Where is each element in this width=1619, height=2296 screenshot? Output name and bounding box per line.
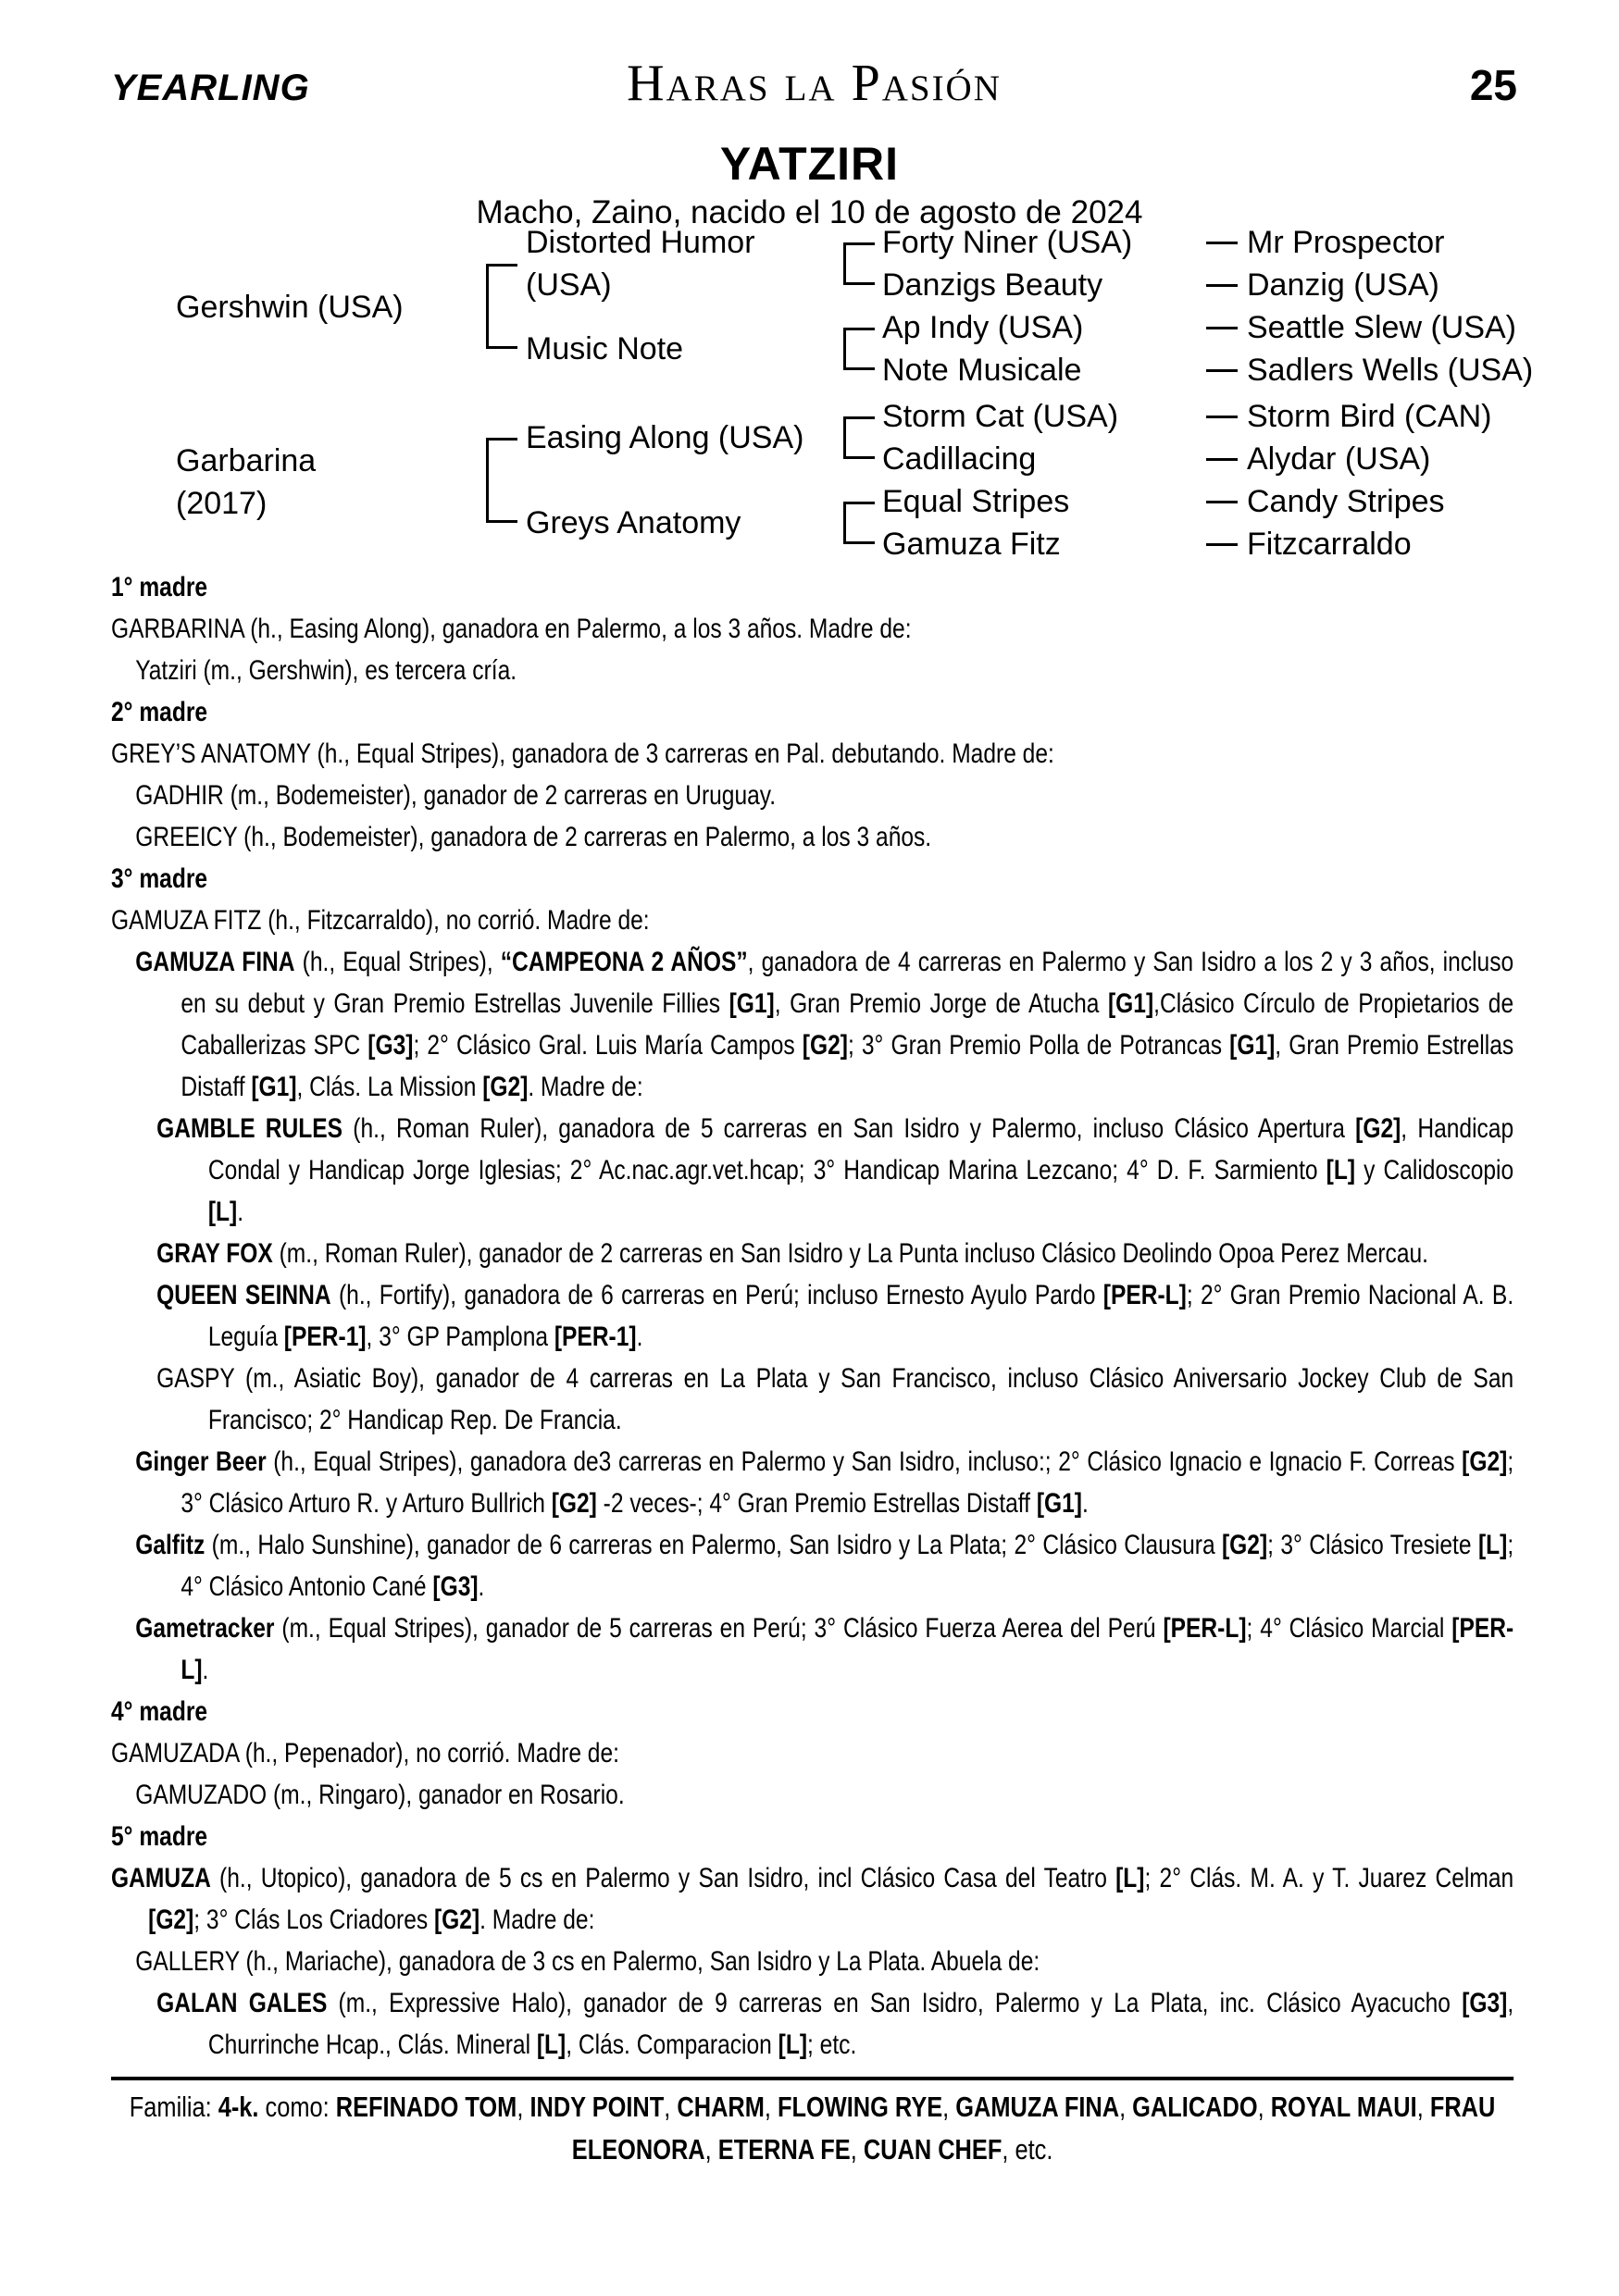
emphasized-text: [G3] (367, 1030, 414, 1061)
madre-section-heading (111, 858, 1513, 900)
plain-text: Yatziri (m., Gershwin), es tercera cría. (135, 655, 517, 686)
emphasized-text: 1° madre (111, 572, 208, 602)
horse-record-entry (111, 650, 1513, 691)
horse-record-entry (111, 1441, 1513, 1524)
plain-text: como: (258, 2091, 336, 2123)
plain-text: ; 4° Clásico Antonio Cané (181, 1530, 1514, 1602)
horse-record-entry (111, 1274, 1513, 1358)
emphasized-text: [L] (1115, 1863, 1145, 1893)
madre-section-heading (111, 1691, 1513, 1732)
plain-text: . (202, 1655, 209, 1685)
plain-text: ,Clásico Círculo de Propietarios de Caballerizas SPC (181, 988, 1514, 1061)
plain-text: Familia: (129, 2091, 218, 2123)
horse-record-entry (111, 1732, 1513, 1774)
page-header (111, 57, 1517, 110)
plain-text: ; 3° Gran Premio Polla de Potrancas (847, 1030, 1230, 1061)
emphasized-text: 3° madre (111, 863, 208, 894)
pedigree-bracket (843, 502, 875, 544)
pedigree-name-line: Sadlers Wells (USA) (1247, 353, 1534, 388)
plain-text: ; 2° Clás. M. A. y T. Juarez Celman (1144, 1863, 1514, 1893)
plain-text: GREY’S ANATOMY (h., Equal Stripes), ganadora de 3 carreras en Pal. debutando. Madre de: (111, 738, 1054, 769)
emphasized-text: REFINADO TOM (335, 2091, 517, 2123)
plain-text: , (942, 2091, 956, 2123)
pedigree-gen2-name (526, 221, 755, 306)
plain-text: GAMUZADO (m., Ringaro), ganador en Rosario. (135, 1780, 625, 1810)
emphasized-text: GAMUZA FINA (135, 947, 295, 977)
emphasized-text: [PER-L] (1163, 1613, 1247, 1644)
horse-record-entry (111, 733, 1513, 775)
plain-text: , (850, 2133, 864, 2166)
pedigree-name-line: Candy Stripes (1247, 484, 1445, 519)
plain-text: (h., Roman Ruler), ganadora de 5 carreras en San Isidro y Palermo, incluso Clásico Apertura (342, 1113, 1356, 1144)
emphasized-text: [L] (536, 2029, 567, 2060)
pedigree-name-line: Mr Prospector (1247, 225, 1445, 260)
emphasized-text: GALICADO (1132, 2091, 1258, 2123)
pedigree-dash (1206, 543, 1238, 546)
emphasized-text: 4° madre (111, 1696, 208, 1727)
pedigree-gen4-name (1247, 438, 1430, 480)
plain-text: ; 2° Gran Premio Nacional A. B. Leguía (207, 1280, 1514, 1352)
madre-section-heading (111, 691, 1513, 733)
plain-text: (h., Equal Stripes), (294, 947, 501, 977)
pedigree-name-line: Storm Cat (USA) (882, 399, 1119, 434)
plain-text: , (1257, 2091, 1271, 2123)
pedigree-gen2-name (526, 328, 683, 370)
horse-record-entry (111, 608, 1513, 650)
plain-text: , (664, 2091, 678, 2123)
pedigree-dash (1206, 416, 1238, 418)
emphasized-text: 4-k. (218, 2091, 259, 2123)
pedigree-bracket (486, 264, 517, 349)
plain-text: . (636, 1322, 643, 1352)
pedigree-bracket (843, 242, 875, 285)
breed-label: YEARLING (111, 68, 310, 108)
pedigree-gen4-name (1247, 264, 1439, 306)
emphasized-text: [G2] (551, 1488, 597, 1519)
plain-text: (h., Equal Stripes), ganadora de3 carreras en Palermo y San Isidro, incluso:; 2° Clásico Ignacio e Ignacio F. Correas (266, 1446, 1463, 1477)
plain-text: GREEICY (h., Bodemeister), ganadora de 2 carreras en Palermo, a los 3 años. (135, 822, 932, 852)
pedigree-name-line: Garbarina (176, 443, 317, 478)
pedigree-name-line: Danzig (USA) (1247, 267, 1439, 303)
plain-text: . Madre de: (479, 1905, 595, 1935)
emphasized-text: 5° madre (111, 1821, 208, 1852)
pedigree-name-line: Forty Niner (USA) (882, 225, 1133, 260)
plain-text: GADHIR (m., Bodemeister), ganador de 2 carreras en Uruguay. (135, 780, 777, 811)
farm-name: Haras la Pasión (627, 55, 1002, 112)
pedigree-dash (1206, 458, 1238, 461)
plain-text: (h., Utopico), ganadora de 5 cs en Palermo y San Isidro, incl Clásico Casa del Teatro (210, 1863, 1116, 1893)
horse-record-entry (111, 1982, 1513, 2066)
pedigree-bracket (843, 328, 875, 370)
emphasized-text: [G1] (1229, 1030, 1276, 1061)
emphasized-text: [G2] (1221, 1530, 1268, 1560)
emphasized-text: [G1] (1107, 988, 1154, 1019)
pedigree-gen3-name (882, 349, 1081, 391)
emphasized-text: [G3] (1462, 1988, 1508, 2018)
horse-record-entry (111, 1774, 1513, 1816)
family-line (111, 2086, 1513, 2171)
plain-text: , ganadora de 4 carreras en Palermo y San Isidro a los 2 y 3 años, incluso en su debut y Gran Premio Estrellas Juvenile Fillies (181, 947, 1514, 1019)
pedigree-gen3-name (882, 221, 1132, 264)
emphasized-text: [L] (207, 1197, 238, 1227)
pedigree-gen4-name (1247, 480, 1445, 523)
emphasized-text: 2° madre (111, 697, 208, 727)
footer-divider (111, 2077, 1513, 2080)
pedigree-gen3-name (882, 306, 1083, 349)
emphasized-text: GAMUZA (111, 1863, 211, 1893)
pedigree-dash (1206, 501, 1238, 503)
pedigree-gen3-name (882, 523, 1061, 565)
pedigree-gen3-name (882, 480, 1069, 523)
plain-text: y Calidoscopio (1355, 1155, 1514, 1185)
horse-record-entry (111, 1607, 1513, 1691)
pedigree-bracket (843, 416, 875, 459)
emphasized-text: FRAU ELEONORA (571, 2091, 1496, 2166)
pedigree-name-line: Alydar (USA) (1247, 441, 1431, 477)
plain-text: GALLERY (h., Mariache), ganadora de 3 cs en Palermo, San Isidro y La Plata. Abuela de: (135, 1946, 1040, 1977)
emphasized-text: INDY POINT (529, 2091, 665, 2123)
pedigree-gen4-name (1247, 395, 1491, 438)
horse-record-entry (111, 1941, 1513, 1982)
plain-text: ; etc. (807, 2029, 857, 2060)
pedigree-gen4-name (1247, 221, 1445, 264)
plain-text: . (1081, 1488, 1089, 1519)
plain-text: ; 2° Clásico Gral. Luis María Campos (413, 1030, 803, 1061)
emphasized-text: [G3] (432, 1571, 479, 1602)
pedigree-gen4-name (1247, 523, 1412, 565)
plain-text: , (1119, 2091, 1133, 2123)
pedigree-name-line: Music Note (526, 331, 684, 366)
emphasized-text: [G1] (251, 1072, 297, 1102)
emphasized-text: GRAY FOX (156, 1238, 273, 1269)
horse-record-entry (111, 1524, 1513, 1607)
pedigree-name-line: (2017) (176, 486, 268, 521)
plain-text: GAMUZADA (h., Pepenador), no corrió. Madre de: (111, 1738, 619, 1769)
horse-record-entry (111, 1108, 1513, 1233)
plain-text: , Churrinche Hcap., Clás. Mineral (207, 1988, 1514, 2060)
pedigree-name-line: Danzigs Beauty (882, 267, 1103, 303)
pedigree-name-line: Easing Along (USA) (526, 420, 804, 455)
plain-text: , Clás. La Mission (296, 1072, 483, 1102)
horse-record-entry (111, 816, 1513, 858)
pedigree-notes (111, 566, 1513, 2171)
horse-record-entry (111, 1857, 1513, 1941)
emphasized-text: ROYAL MAUI (1270, 2091, 1417, 2123)
pedigree-gen3-name (882, 438, 1036, 480)
pedigree-gen3-name (882, 264, 1102, 306)
pedigree-gen4-name (1247, 306, 1516, 349)
emphasized-text: [G2] (482, 1072, 529, 1102)
emphasized-text: GAMBLE RULES (156, 1113, 343, 1144)
plain-text: (m., Roman Ruler), ganador de 2 carreras en San Isidro y La Punta incluso Clásico Deolindo Opoa Perez Mercau. (272, 1238, 1428, 1269)
emphasized-text: [G2] (1462, 1446, 1508, 1477)
emphasized-text: [G2] (148, 1905, 194, 1935)
page-number: 25 (1469, 61, 1517, 109)
plain-text: GARBARINA (h., Easing Along), ganadora en Palermo, a los 3 años. Madre de: (111, 614, 912, 644)
plain-text: ; 3° Clás Los Criadores (193, 1905, 434, 1935)
madre-section-heading (111, 1816, 1513, 1857)
pedigree-gen1-name (176, 440, 316, 525)
emphasized-text: [G2] (802, 1030, 848, 1061)
emphasized-text: CUAN CHEF (863, 2133, 1003, 2166)
emphasized-text: Gametracker (135, 1613, 275, 1644)
pedigree-bracket (486, 438, 517, 523)
pedigree-name-line: Equal Stripes (882, 484, 1070, 519)
plain-text: ; 3° Clásico Arturo R. y Arturo Bullrich (181, 1446, 1514, 1519)
pedigree-name-line: Greys Anatomy (526, 505, 741, 540)
pedigree-gen2-name (526, 502, 741, 544)
pedigree-dash (1206, 284, 1238, 287)
emphasized-text: [G1] (1036, 1488, 1082, 1519)
plain-text: , (764, 2091, 778, 2123)
pedigree-gen1-name (176, 286, 404, 329)
pedigree-name-line: Note Musicale (882, 353, 1082, 388)
emphasized-text: GALAN GALES (156, 1988, 328, 2018)
plain-text: , Handicap Condal y Handicap Jorge Iglesias; 2° Ac.nac.agr.vet.hcap; 3° Handicap Marina Lezcano; 4° D. F. Sarmiento (207, 1113, 1514, 1185)
emphasized-text: Ginger Beer (135, 1446, 267, 1477)
emphasized-text: [L] (1326, 1155, 1356, 1185)
emphasized-text: [PER-1] (554, 1322, 637, 1352)
emphasized-text: [G2] (433, 1905, 480, 1935)
emphasized-text: CHARM (677, 2091, 765, 2123)
emphasized-text: ETERNA FE (717, 2133, 851, 2166)
plain-text: , 3° GP Pamplona (366, 1322, 554, 1352)
pedigree-dash (1206, 242, 1238, 244)
plain-text: (m., Equal Stripes), ganador de 5 carreras en Perú; 3° Clásico Fuerza Aerea del Perú (274, 1613, 1164, 1644)
pedigree-dash (1206, 369, 1238, 372)
madre-section-heading (111, 566, 1513, 608)
plain-text: , (704, 2133, 718, 2166)
plain-text: . (478, 1571, 485, 1602)
plain-text: ; 4° Clásico Marcial (1246, 1613, 1452, 1644)
emphasized-text: FLOWING RYE (778, 2091, 943, 2123)
pedigree-name-line: Gershwin (USA) (176, 290, 404, 325)
emphasized-text: [G2] (1355, 1113, 1401, 1144)
pedigree-gen3-name (882, 395, 1118, 438)
horse-record-entry (111, 775, 1513, 816)
pedigree-dash (1206, 327, 1238, 329)
plain-text: , etc. (1002, 2133, 1053, 2166)
emphasized-text: [G1] (729, 988, 775, 1019)
plain-text: GASPY (m., Asiatic Boy), ganador de 4 carreras en La Plata y San Francisco, incluso Clásico Aniversario Jockey Club de San Francisco; 2° Handicap Rep. De Francia. (156, 1363, 1514, 1435)
emphasized-text: [L] (778, 2029, 808, 2060)
plain-text: , Clás. Comparacion (566, 2029, 778, 2060)
horse-description: Macho, Zaino, nacido el 10 de agosto de 2024 (476, 194, 1143, 230)
plain-text: . (237, 1197, 244, 1227)
emphasized-text: [PER-L] (181, 1613, 1514, 1685)
emphasized-text: Galfitz (135, 1530, 205, 1560)
horse-name-title: YATZIRI (719, 138, 900, 190)
plain-text: GAMUZA FITZ (h., Fitzcarraldo), no corrió. Madre de: (111, 905, 650, 936)
madre-sections (111, 566, 1513, 2066)
plain-text: (m., Expressive Halo), ganador de 9 carreras en San Isidro, Palermo y La Plata, inc. Clásico Ayacucho (327, 1988, 1463, 2018)
plain-text: , (1416, 2091, 1430, 2123)
plain-text: , Gran Premio Estrellas Distaff (181, 1030, 1514, 1102)
pedigree-name-line: Gamuza Fitz (882, 527, 1061, 562)
horse-record-entry (111, 900, 1513, 941)
pedigree-table (111, 222, 1574, 592)
emphasized-text: “CAMPEONA 2 AÑOS” (500, 947, 748, 977)
plain-text: (h., Fortify), ganadora de 6 carreras en Perú; incluso Ernesto Ayulo Pardo (330, 1280, 1103, 1310)
plain-text: (m., Halo Sunshine), ganador de 6 carreras en Palermo, San Isidro y La Plata; 2° Clásico Clausura (205, 1530, 1222, 1560)
pedigree-gen2-name (526, 416, 804, 459)
emphasized-text: [L] (1477, 1530, 1508, 1560)
emphasized-text: [PER-1] (283, 1322, 367, 1352)
plain-text: , (517, 2091, 530, 2123)
horse-record-entry (111, 1233, 1513, 1274)
plain-text: , Gran Premio Jorge de Atucha (774, 988, 1108, 1019)
pedigree-name-line: Cadillacing (882, 441, 1037, 477)
pedigree-gen4-name (1247, 349, 1533, 391)
pedigree-name-line: Distorted Humor (526, 225, 755, 260)
horse-record-entry (111, 1358, 1513, 1441)
pedigree-name-line: Fitzcarraldo (1247, 527, 1412, 562)
pedigree-name-line: Ap Indy (USA) (882, 310, 1084, 345)
pedigree-name-line: Storm Bird (CAN) (1247, 399, 1492, 434)
plain-text: ; 3° Clásico Tresiete (1267, 1530, 1478, 1560)
horse-record-entry (111, 941, 1513, 1108)
emphasized-text: QUEEN SEINNA (156, 1280, 331, 1310)
plain-text: -2 veces-; 4° Gran Premio Estrellas Distaff (596, 1488, 1037, 1519)
pedigree-name-line: Seattle Slew (USA) (1247, 310, 1516, 345)
pedigree-name-line: (USA) (526, 267, 612, 303)
plain-text: . Madre de: (528, 1072, 643, 1102)
emphasized-text: [PER-L] (1102, 1280, 1187, 1310)
emphasized-text: GAMUZA FINA (955, 2091, 1120, 2123)
